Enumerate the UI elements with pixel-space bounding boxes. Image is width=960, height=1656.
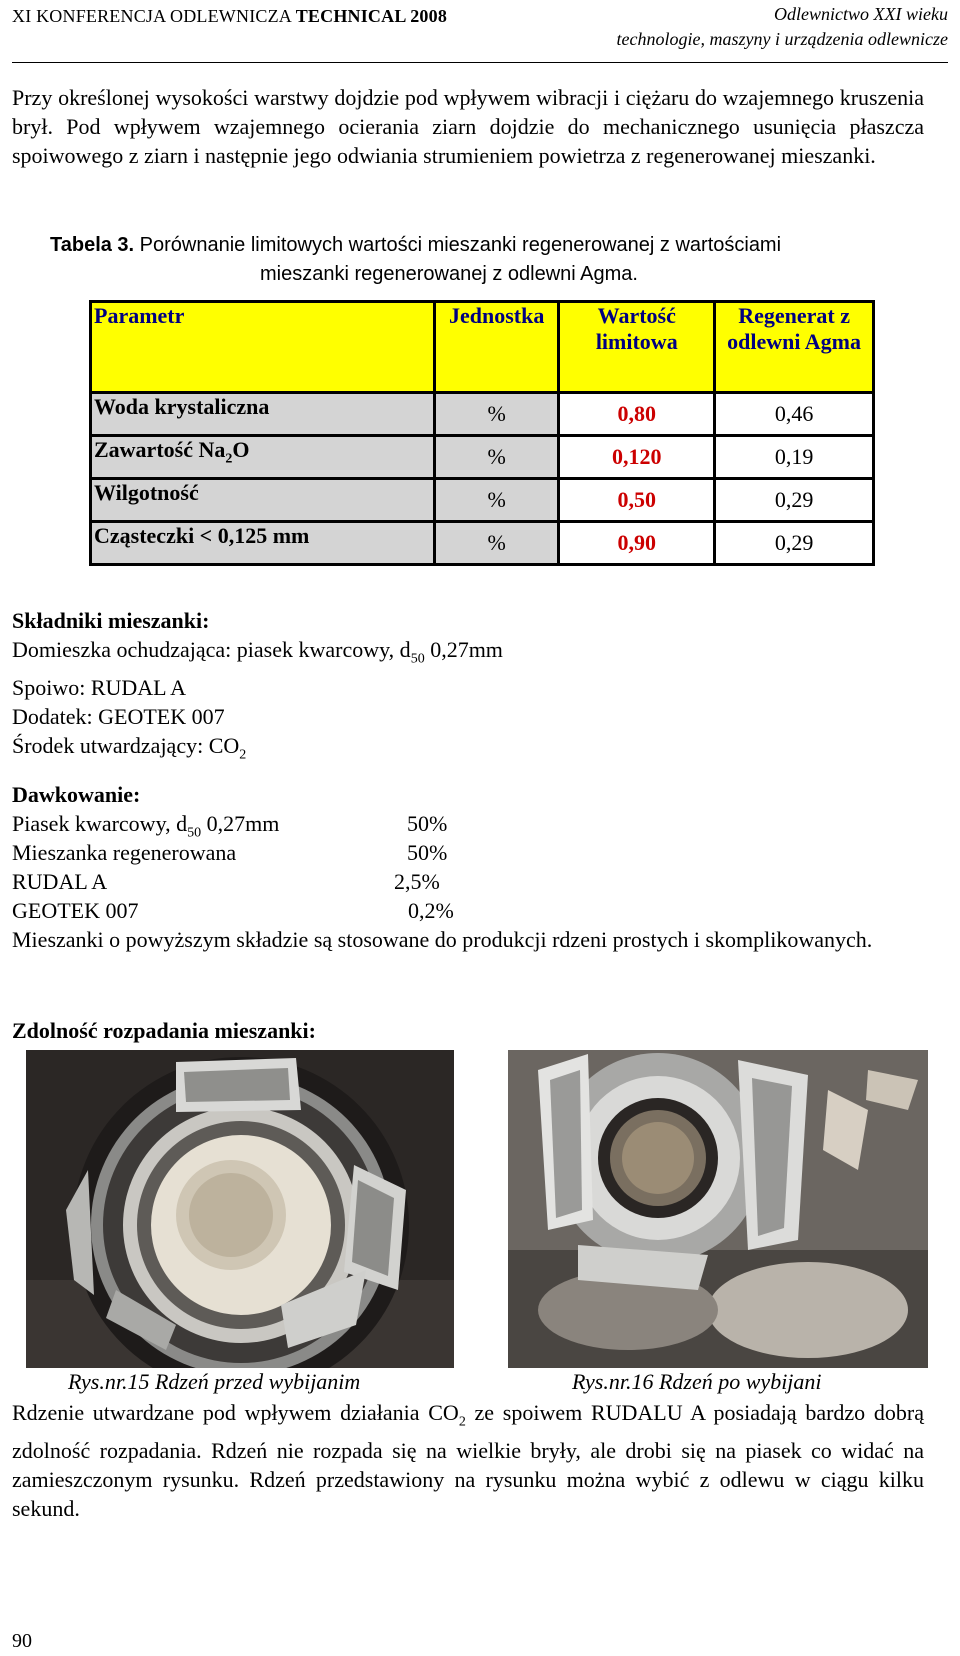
collapse-paragraph-text: Rdzenie utwardzane pod wpływem działania CO (12, 1400, 459, 1425)
dosage-name-subscript: 50 (187, 825, 202, 841)
unit-cell: % (434, 479, 558, 522)
page-header (12, 0, 948, 62)
comparison-table (89, 300, 875, 566)
core-after-illustration (508, 1050, 928, 1368)
header-parametr: Parametr (91, 302, 435, 393)
header-divider (12, 62, 948, 63)
dosage-heading: Dawkowanie: (12, 782, 141, 807)
table-caption-label: Tabela 3. (50, 234, 135, 256)
table-row (91, 393, 874, 436)
value-cell: 0,46 (715, 393, 874, 436)
dosage-note: Mieszanki o powyższym składzie są stosowane do produkcji rdzeni prostych i skomplikowanych. (12, 927, 873, 952)
collapse-heading: Zdolność rozpadania mieszanki: (12, 1018, 316, 1043)
dosage-row (12, 896, 924, 925)
table-row (91, 479, 874, 522)
components-section (12, 606, 503, 770)
unit-cell: % (434, 436, 558, 479)
param-name: Wilgotność (94, 480, 199, 505)
dosage-value: 0,2% (408, 898, 454, 923)
core-after-photo (508, 1050, 928, 1368)
journal-title (617, 2, 948, 52)
table-caption-line2: mieszanki regenerowanej z odlewni Agma. (260, 263, 638, 285)
journal-title-line2: technologie, maszyny i urządzenia odlewnicze (616, 29, 948, 49)
limit-cell: 0,80 (559, 393, 715, 436)
dosage-name: Mieszanka regenerowana (12, 840, 237, 865)
param-subscript: 2 (225, 451, 233, 467)
header-regenerat: Regenerat z odlewni Agma (715, 302, 874, 393)
unit-cell: % (434, 522, 558, 565)
conference-name: XI KONFERENCJA ODLEWNICZA (12, 6, 296, 26)
core-before-illustration (26, 1050, 454, 1368)
core-before-photo (26, 1050, 454, 1368)
unit-cell: % (434, 393, 558, 436)
param-suffix: O (232, 437, 250, 462)
figure-16-caption: Rys.nr.16 Rdzeń po wybijani (572, 1369, 822, 1394)
dosage-row (12, 867, 924, 896)
header-jednostka: Jednostka (434, 302, 558, 393)
page-number: 90 (12, 1630, 32, 1652)
limit-cell: 0,50 (559, 479, 715, 522)
component-subscript: 2 (239, 747, 247, 763)
param-cell (91, 393, 435, 436)
dosage-value: 50% (407, 811, 448, 836)
dosage-row (12, 838, 924, 867)
collapse-paragraph-suffix: ze spoiwem RUDALU A posiadają bardzo dobrą zdolność rozpadania. Rdzeń nie rozpada się na wielkie bryły, ale drobi się na piasek co widać na zamieszczonym rysunku. Rdzeń przedstawiony na rysunku można wybić z odlewu w ciągu kilku sekund. (12, 1400, 924, 1522)
component-text-suffix: 0,27mm (424, 637, 503, 662)
dosage-value: 50% (407, 840, 448, 865)
limit-cell: 0,90 (559, 522, 715, 565)
param-name: Zawartość Na (94, 437, 226, 462)
param-cell (91, 522, 435, 565)
table-row (91, 436, 874, 479)
table-row (91, 522, 874, 565)
figure-15-caption: Rys.nr.15 Rdzeń przed wybijanim (68, 1369, 361, 1394)
dosage-row (12, 809, 924, 841)
value-cell: 0,19 (715, 436, 874, 479)
dosage-name-suffix: 0,27mm (201, 811, 280, 836)
dosage-name: RUDAL A (12, 869, 108, 894)
table-header-row (91, 302, 874, 393)
component-line: Dodatek: GEOTEK 007 (12, 704, 225, 730)
param-cell (91, 479, 435, 522)
journal-title-line1: Odlewnictwo XXI wieku (774, 4, 948, 24)
param-cell (91, 436, 435, 479)
component-subscript: 50 (410, 651, 425, 667)
dosage-name-text: Piasek kwarcowy, d (12, 811, 188, 836)
dosage-section (12, 780, 924, 954)
conference-title (12, 6, 447, 27)
header-wartosc-limitowa: Wartość limitowa (559, 302, 715, 393)
component-line: Spoiwo: RUDAL A (12, 675, 186, 701)
param-name: Woda krystaliczna (94, 394, 270, 419)
conference-name-bold: TECHNICAL 2008 (295, 6, 448, 26)
components-heading: Składniki mieszanki: (12, 608, 210, 633)
collapse-paragraph (12, 1398, 924, 1523)
table-caption (50, 231, 920, 289)
value-cell: 0,29 (715, 479, 874, 522)
component-line (12, 731, 503, 769)
dosage-value: 2,5% (394, 869, 440, 894)
dosage-name: GEOTEK 007 (12, 898, 139, 923)
value-cell: 0,29 (715, 522, 874, 565)
component-text: Środek utwardzający: CO (12, 733, 240, 759)
limit-cell: 0,120 (559, 436, 715, 479)
collapse-paragraph-subscript: 2 (458, 1414, 466, 1430)
intro-paragraph: Przy określonej wysokości warstwy dojdzie pod wpływem wibracji i ciężaru do wzajemnego kruszenia brył. Pod wpływem wzajemnego ocierania ziarn dojdzie do mechanicznego usunięcia płaszcza spoiwowego z ziarn i następnie jego odwiania strumieniem powietrza z regenerowanej mieszanki. (12, 85, 924, 168)
param-name: Cząsteczki < 0,125 mm (94, 523, 310, 548)
table-caption-line1: Porównanie limitowych wartości mieszanki regenerowanej z wartościami (134, 234, 782, 256)
component-text: Domieszka ochudzająca: piasek kwarcowy, d (12, 637, 411, 662)
component-line (12, 635, 503, 673)
